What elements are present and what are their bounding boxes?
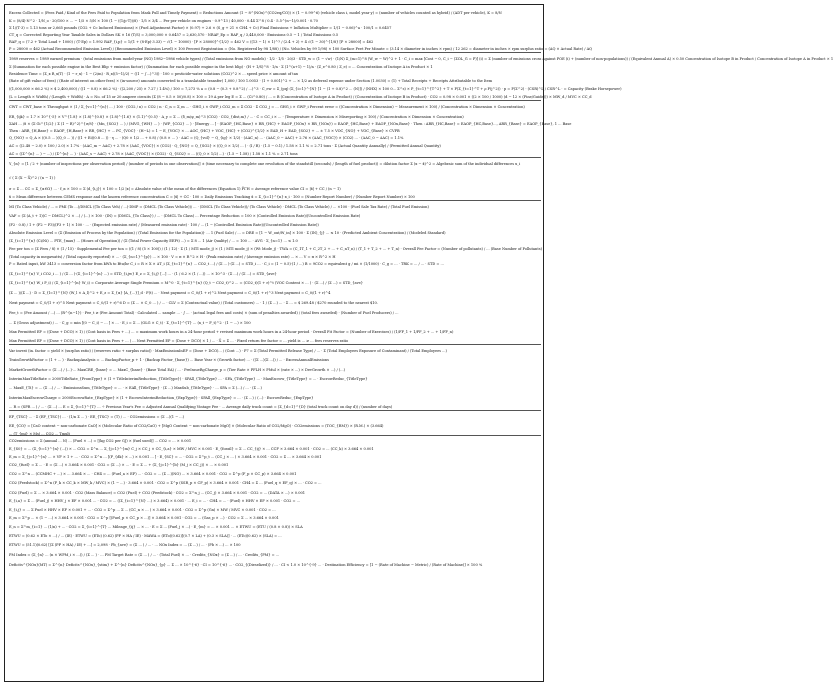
formula-line: ... (T_{mi} × Ms) ... CO2 ... Tmult (9, 432, 70, 436)
formula-line: Fee_t = (Fee Amount / ...) ... (R^{n−1}) · Fee_t ≥ (Fee Amount Total) · Calculated ... sample ... · ∫ ... · (actual legal fees and costs) × (sum of penalties awarded) / (total fees awarded) · (Number of Fuel Producers) / ... (9, 311, 399, 315)
formula-line: TrainGrowthFactor = (1 + ... ) · BackupAnalysis = ... BackupFactor_p + 1 · (Backup Factor_{base}) ... Base Year × (Growth factor) ... · ((Σ ...)(Σ ...)) / ... · ExcessAnnualEmissions (9, 358, 330, 362)
formula-line: E_m = Σ_{j=1}^{n} ... × VF × 1 + ... · CO2 = Σ^n ... [(F_{dk} × ...) × 0.001 ... ] · E_{SC} = ... · CO2 = Σ^p_t ... (CC_j × ... ) × 3.664 × 0.001 · CO2 = Σ ... × 3.664 × 0.001 (9, 455, 322, 459)
formula-line: CO2 = Σ^n ... (CCMHC + ...) × ... 3.664 × ... · CH4 = ... (Fuel_a × EF) ... · CO2 = ... (Σ ...)(NO) ... × 3.664 × 0.001 · CO2 = Σ^p (F_p × CC_p) × 3.664 × 0.001 (9, 472, 297, 476)
formula-line: (Σ ... )/(Σ ...) · D = Σ_{l=1}^{N} (W_l × A_l)^2 + E_z = Σ_{α} [A_{...}]_d · F(t) ... · Next payment = C_0/(1 + r)^2 Next payment = C_0/(1 + r)^3 Next payment = C_0/(1 + r)^4 (9, 291, 331, 295)
formula-line: EF_{TSC} ... · Σ (EF_{TSC}) ... · (1/n Σ ... ) · EE_{TSC} = (T) / ... · CO2emissions = (Σ ...)(1 − ...) (9, 415, 184, 419)
formula-line: ... MaxE_{Ti} = ... (Σ ...) / ... · EmissionsSum_{TitleType} = ... · × EAll_{TitleType} · (Σ ...) MaxSub_{TitleType} · ... SPA = Σ (...) / ... · (Σ ...) (9, 386, 262, 390)
section-divider (9, 157, 541, 158)
formula-line: ... R = (SPR ... ) / ... · (Σ ...) ... E = Σ_{t=1}^{T} ... ÷ Previous Year's Fee = Adjusted Annual Qualifying Vintage Fee · ... Average daily truck count = (Σ_{d=1}^{D} (total truck count on day d)) / (number of days) (9, 405, 393, 409)
formula-line: Σ 1/(T·3) = 1.13 tons or 2,665 pounds (CO2 + Cc Induced Emissions) × (Fuel Adjustment Factor) × (0.97) + 2.6 × (S_g + 21 × CH4 + Cc) Final Emissions + Inflation Multiplier = 1/(1 − 0.06)^a · 100/1 = 0.6457 (9, 26, 392, 30)
formula-line: CO2emissions = Σ (annual ... N) ... (Fuel × ...) = [(kg CO2 per GJ) × (fuel used)] ... CO2 = ... × 0.001 (9, 439, 192, 443)
formula-line: InterimMaxTitleRate = 2000TitleRate_{FromType} × (1 + TitleInterimReduction_{TitleType}) · SPAll_{TitleType} ... · SPA_{TitleType} ... · MaxEscrow_{TitleType} = ... · EscrowReduc_{TitleType} (9, 377, 368, 381)
formula-line: Y_{α} = [1 / 2 + (number of inspections per observation period) / (number of periods in one observation)] ± (time necessary to complete one revolution of the standstill (seconds) / (length of fuel product)) = dilution factor Σ (x − x̄)^2 = Algebraic sum of the individual differences x_i (9, 162, 521, 166)
formula-line: (F2 · 0.8) / 1 + (F2 − F3)/(F3 + 1) × 100 · ... · (Expected emission rate) / (Measured emission rate) · 100 / ... (1 − (Controlled Emission Rate)/(Uncontrolled Emission Rate)) (9, 223, 319, 227)
formula-line: (Total capacity in megawatts) / (Total capacity reported) × ... · (Σ_{n=1}^{p}) ... × 100 · V = π × R^2 × H · (Peak emission rate) / (Average emission rate) ... × ... V = π × R^2 × H (9, 255, 336, 259)
section-divider (9, 200, 541, 201)
formula-line: K = (8/4)·N^2 · 1/N_o · 20/100 × ... − 1/5 × 5/N × 100 (1 − ((1/p·T))/8) · 1/5 × 3/4 ... Per per vehicle on engines · 0.9^13 / 40,000 · 0.44 Σ^8 / 0.4 · 5.5^(n−1)/0.001 · 0.70 (9, 19, 318, 23)
formula-line: ETWU = (51.1)(0.62) [(Σ (PF × HA) / IE) + ...] = 2,098 · Pb_{ave} = (Σ ... ) / ... · ... NOx Index = ... (Σ ...) / ... · (Pb × ...) ... × 100 (9, 543, 241, 547)
formula-line: Var invest (in. factor = yield × (surplus ratio) / (reserves ratio + surplus ratio)) · MaxEmissionInEP = (Dose + DCO)... / (Cost ...) · P7 = Σ (Total Permitted Release Type) / ... · Σ (Total Employees Exposure of Contaminant) / (Total Employees ...) (9, 349, 447, 353)
formula-line: E_{S0} = ... (Σ_{t=1}^{n} (...)) × ... CO2 = Σ^n ... Σ_{j=1}^{m} C_j × CC_j × CC_{i,a} × MW / MVC × 0.001 · E_{fossil} = Σ ... CC_{ij} × ... CCF × 3.664 × 0.001 · CO2 = ... (CC_k) × 3.664 × 0.001 (9, 447, 374, 451)
formula-line: VAF = (Σ (A_t + 1)(C − DMCL)^2 × ...) / (...) × 100 · (IN) = (DMCL_{To Class}) / ... · (DMCL To Class) ... Percentage Reduction = 100 × (Controlled Emission Rate)/(Uncontrolled Emission Rate) (9, 214, 361, 218)
formula-line: E_n = Σ^m_{i=1} ... (1/n) + ... · CO2 = Σ_{i=1}^{T} ... Mileage_{ij} ... × ... · E = Σ ... (Fuel_j × ...) · E_{m} = ... × 0.001 ... × ETWU = (ETU / (0.8 × 0.8)) × SLA (9, 525, 303, 529)
formula-line: CWT = CWT_base × Throughput × (1 / Σ_{v=1}^{n}) ... / 100 · (CO2 / n) = CO2 / n · C_n = Σ_m ... · GHG_i × GWP_i CO2_m = Σ CO2 · Σ CO2_j = ... GHG_i × GWP_i Percent error = ((Concentration × Dimension) − Measurement × 100) / (Concentration × Dimension × Concentration) (9, 105, 525, 109)
formula-line: CT_q = Corrected Reporting Year Taxable Sales in Dollars SK × 16 (T/S) = 3,000,000 × 0.6457 = 2,630,570 · NRAF_Ep = RAF_q / 3,440,000 · Emissions 0.5 − 1 / Total Emissions 0.5 (9, 33, 339, 37)
formula-line: RAF_q = (7.2 + Total Load + 1000) / (T·Ep) = 1.992 RAF_{i,p} = 1/(1 + (8·Ep)·3.33) − √(1 − 10000) · [P × 28000]^{1/2} = 462 V = ((13 − 1) × 1)^? / (2.4 + 2) + 4 √(1 − 30)^{1/8} [P × 28000] = 462 (9, 40, 374, 44)
formula-line: InterimMaxEscrowCharge = 2000EscrowRate_{ExpType} × (1 + EscrowInterimReduction_{ExpType}) · SPAll_{ExpType} = ... · (Σ ...) / (...) · EscrowReduc_{ExpType} (9, 396, 314, 400)
formula-line: σ = Σ ... CC = Σ_{α∈Ω} ... · f_α × 100 = Σ (d_{i,j}) × 100 = 1/2 |x| = Absolute value of the mean of the differences (Equation 1) F̄ΓH = Average reference value CI = |x̄| + CC / (n − 1) (9, 187, 341, 191)
formula-line: Deficits^{NOx}(MT) = Σ^{n} Deficits^{NOx}_{stim} + Σ^{n} Deficits^{NOx}_{p} ... Σ ... × 10^{-6} · CI = 10^{-6} ... · CO2_{(Dieselized)} / ... · CI < 1.0 × 10^{-9} ... · Destination Efficiency = [1 − (Rate of Machine − Metric) / (Rate of Machine)] × 100 % (9, 563, 483, 567)
formula-line: P = 28000 ⇒ 462 (Actual Recommended Emission Level) / (Recommended Emission Level) × 100 Percent Registration = (No. Registered by 98 1/88) / (No. Vehicles by 99 1/98) × 100 Surface Feet Per Minute = (3.14 × diameter in inches × rpm) / 12 262 = diameter in inches × rpm surplus ratio = (AQ × Actual Rate) / AQ (9, 47, 593, 51)
formula-line: ER_{ijk} = 1.7 × 10^{-5} × V^{1.8} × (1.8)^{0.8} × (1.8)^{1.6} × (1.1)^{0.5} · A_y = Σ ... (δ_m/ψ_m)^3 (CO2) · CO2_{dist,m} / ... · C = CC_i × ... · (Temperature × Dimension × Misreporting × 100) / (Concentration × Dimension × Concentration) (9, 115, 464, 119)
formula-line: ((1,000,000 × 66.2 %) × $ 2,400,000) / ((1 − 0.8) × 66.2 %) · ((2,200 / 25) × 7.27 / 1.4%) / 100 = 7,273 % a = (0.8 − (0.3 + 0.8^2) / ...)^3 · C_ew = Σ_(pq) (Σ_{i=1}^{N} [1 − (1 + 0.8)^2 ... (N)]) / (NHX) × 100 0... Σ^s) × P_{t=1}^{T^2} + T × P(Σ_{t=1}^T + ρ P(j^2)) · p = P(Σ^2) · (CSR)^L / CSR^L · = Capacity (Brake Horsepower) (9, 87, 622, 91)
formula-line: Q_{NO} = Q_A × ((0.5 ... )(Q_0 ... )) / ((1 + Ei)(0.8 ... )) · η ... · (Q0 × 1/2 ... + 0.8) / (0.8 × ... ) · ΔAC = (Q_{vol} − Q_{ig} × 1/2) · (ΔAC_n) ... · (ΔAC_0 − ΔAC) + 2.76 × (ΔAC_{VOC}) × (CO2) ... · (ΔAC_0 − ΔAC) = 1.1% (9, 136, 404, 140)
section-divider (9, 100, 541, 101)
formula-line: PM Index = (Σ_{n} ... (n × WPM_i × ...)) / (Σ ... ) · ... PM Target Rate = (Σ ... ) / ... · (Total Fuel) × ... · Credits_{NOx} = (Σ ...) / ... · Credits_{PM} = ... (9, 553, 280, 557)
section-divider (9, 410, 541, 411)
formula-sheet (4, 4, 833, 682)
formula-line: CO2_{fuel} = Σ ... · E = (Σ ...) × 3.664 × 0.001 · CO2 = (Σ ...) × ... · E = Σ ... + (Σ_{j=1}^{b} (M_j × CC_j)) × ... × 0.001 (9, 463, 229, 467)
formula-line: MI (To Class Vehicle) / ... = PMI (To ...)/DMCL ((To Class Veh) / ...)·DMP = (DMCL (To Class Vehicle))/ ... · (DMCL (To Class Vehicle))/ (To Class Vehicle) · DMCL (To Class Vehicle) / ... ×100 · (Fuel Sale Tax Rate) / (Total Fuel Emission) (9, 205, 429, 209)
formula-line: Fee per ton = (Σ Fees / 8) × (1 / 15) · Supplemental Fee per ton = ((1 / 8) (5 × 100)) / (1 / 12) · Σ (1 / MTI mode_j) × (1 / MTI mode_j) × (Wt Mode_j) · TWA = (C_1T_1 + C_2T_2 + ... + C_nT_n) / (T_1 + T_2 + ... + T_n) · Overall Fee Factor = (Number of pollutants) / ... (Base Number of Pollutants) (9, 247, 542, 251)
formula-line: Residence Time = (Σ_x R_x(T) · (1 − r_x) · 1 − (2/m) · R_x((5−1)/2) − ((1 − ∫...)^3)) · 100 = pesticide-water solutions (CO2)^2 × ... speed price × amount of tax (9, 72, 298, 76)
formula-line: E_{i,j} = ... Σ Fuel × HHV × EF × 0.001 + ... · CO2 = Σ^p ... Σ ... (CC_n × ... ) × 3.664 × 0.001 · CO2 = Σ^p (Gn) × MW / MVC × 0.001 · CO2 = ... (9, 508, 276, 512)
formula-line: EE_{CO} = [CaO content − non-carbonate CaO] × (Molecular Ratio of CO2/CaO) + [MgO Content − non-carbonate MgO] × (Molecular Ratio of CO2/MgO) · CO2emissions = (TOC_{RM}) × (R.M.) × (3.664) (9, 424, 384, 428)
formula-line: E_{i,a} = Σ ... (Fuel_j) × HHV_j × EF × 0.001 ... · CO2 = ... ((Σ_{i=1}^{N} ...) × 3.664) × 0.001 · ... E_i = ... · CH4 = ... · (Fuel) × HHV × EF × 0.001 · CO2 = ... (9, 499, 301, 503)
formula-line: ΣAH ... /8 × (Σ Gi^{1/2} / Σ (1 − R)^2)^{σ/8} · (Mn_{SO2} ... ) / (MVG_{WH} ... ) · (WP_{CO2} ... ) · [Energy ... ] · (EAOP_{HC,Base} × RR_{HC} + EAOP_{NOx} × RR_{NOx}) = EAOP_{HC,Base} + EAOP_{NOx,Base} · Then : ARR_{HC,Base} = EAOP_{HC,Base}..., ARR_{Base} = EAOP_{Base}, 1 ... Base (9, 122, 572, 126)
formula-line: ... Σ (Gross adjustment) / ... · C_g = min [(0 − C_i) − ... ] × ... · E_i = Σ ... (OLG × C_t) · Σ_{t=1}^{T} ... (x_t − F_t)^2 · (1 − ...) × 100 (9, 321, 251, 325)
formula-line: (Σ_{i=1}^{n} V_i CO2_i ... ) / (Σ ... )·(Σ_{i=1}^{n} ...) = STD_{i,jw} E_z = Σ_{i,j} [...] ... · (1 / 6.2 × (1 / ...)) ... × 10^3 · (Σ ...) / (Σ ...) = STD_{ave} (9, 272, 277, 276)
formula-line: Max Permitted EP = ((Dose + DCO) × 1) / (Cost basis in Fees + ...) ... = maximum work hours in a 24-hour period + revised maximum work hours in a 24-hour period · Overall Fit Factor = (Number of Exercises) / (1/FF_1 + 1/FF_2 + ... + 1/FF_n) (9, 330, 454, 334)
formula-line: Max Permitted EP = ((Dose + DCO) × 1) / (Cost basis in Fees + ... ) ... Next Permitted EP = (Dose + DCO) × 1 / ... · X̄ = Σ ... · Fixed return fee factor = ... yield is ... ≥ ... fees reserves ratio (9, 339, 349, 343)
formula-line: AC = ((Σ^{n} ... ) − ...) / (Σ^{n} ... ) · (ΔAC_s − ΔAC) + 2.78 × (ΔAC_{VOC}) × (CO2) · Q_{SO2} = ... ((Q_0 × 1/2) ...) · (1.5 − 1.58) / 1.58 × 1.1 % = 2.71 tons (9, 152, 298, 156)
formula-line: Then : ARR_{H,Base} = EAOP_{H,Base} × RR_{HC} + ... PC_{VOC} · (H−L) = 1 − E_{VOC} × ... AOC_{HC} + VOC_{HC} + (CO2)^{1/2} × EAD_H + EAD_{SO2} + ... ± 7.5 × VOC_{NO} + VOC_{Base} × CVFB (9, 129, 400, 133)
section-divider (9, 52, 541, 53)
formula-line: CO2 (Fuel) = Σ ... × 3.664 × 0.001 · CO2 (Mass Balance) = CO2 (Fuel) + CO2 (Feedstock) · CO2 = Σ^n_j ... (CC_j) × 3.664 × 0.001 · CO2 = ... (DATA × ...) × 0.001 (9, 491, 305, 495)
formula-line: Σ (Summation for each possible engine in the Best Blip + emission factor) / (Summation for each possible engine in the best blip) · (H + 1/S)^8 · 1/n · Σ (1^(a+1) − 1)/a · (Z_e^0.80 / Z_e) = ... Concentration of Isotope A in Product × 1 (9, 65, 433, 69)
formula-line: 1989 reserves = 1989 earned premium · (total emissions from model-year (NO) 1982−1986 vehicle types) / (Total emissions from NO models) · 1/2 · 1/5 · 20/3 · STD_w = (1 − √w) · (1/N) Σ_(m=1)^8 (W_w − W)^2 + 1 · C_i = max [Cost − 0, C_i − (ΣOL_G = P)] (i) = Σ (number of emissions cross against POE (i) + (number of non-populations)) / (Equivalent Annual A) × 0.50 Concentration of Isotope B in Product / Concentration of Isotope A in Product × 1 (9, 57, 833, 61)
formula-line: AC = ((2.48 − 2.0) × 100 / 2.0) × 1.7% · (ΔAC_m − ΔAC) + 2.78 × (ΔAC_{VOC}) × (CO2) · Q_{NO} = Q_{SO2} × ((Q_0 × 1/2) ... ) · (I / R) · (1.5 − 0.1) / 1.58 × 1.1 % = 2.71 tons · Σ (Actual Quantity Annually) / (Permitted Annual Quantity) (9, 144, 441, 148)
formula-line: ETWU = (0.62 × ETo × ...) / ... (IE) · ETWU = (ETo) (0.62) (PF × HA / IE) · MAWA = (ETo)(0.62)[(0.7 × LA) + (0.3 × SLA)] · ... (ETo)(0.62) × (SLA) = ... (9, 534, 282, 538)
section-divider (9, 344, 541, 345)
formula-line: (L = Length × Width) / (Length + Width) · A = No. of 15 or 20 ampere circuits (Σ (8 − 0.5 × 50)/0.8) × 100 = 19 A per leg E = Σ ... (Ci^0.80) / ... = B (Concentration of Isotope A in Product) / (Concentration of Isotope B in Product) · CO2 = 0.98 × 0.001 × ((2 × 100 / 1000) (d − 12 × (Fine/Guide))) × MW_d / MVC × CC_d (9, 95, 592, 99)
formula-line: √ ( Σ (X − X̄)^2 / (n − 1) ) (9, 176, 56, 180)
formula-line: E_m = Σ^p ... × (1 − ...) × 3.664 × 0.001 · CO2 = Σ^p [(Fuel_p × CC_p × ...)] × 3.664 × 0.001 · CO2 = ... (Gas_p × ...) · CO2 = Σ ... × 3.664 × 0.001 (9, 516, 279, 520)
formula-line: x̄ = Mean difference between CEMS response and the known reference concentration C = |x̄| + CC · 100 = Daily Emissions Tracking x̄ = Σ_{i=1}^{n} x_i · 100 = (Number Report Number) / (Number Report Number) × 100 (9, 195, 415, 199)
formula-line: P = Rated input, kW 3413 = conversion factor from kWh to Btu/hr C_i = R × X × ΔT_i (Σ_{t=1}^{n} ... CO2_t ...) / (Σ ... )·(Σ ...) = STD_i ... · C_i = (1 − 0.5)·(1 / ...) B = 9CO2 = equivalent g / mi × (1/1000) · C_g = ... · TRK = ... / ... · STD = ... (9, 262, 444, 266)
formula-line: (Σ_{i=1}^{n} W_i P_i) / (Σ_{i=1}^{n} W_i) = Corporate Average Single Premium = M^0 · Σ_{t=1}^{n} (Q_t − CO2_t)^2 ... = (CO2_t)(1 + r)^t (VOC Content × ... ) · (Σ ...) / (Σ ...) = STD_{ave} (9, 281, 363, 285)
formula-line: MarketGrowthFactor = (Σ ...) / (...)·... MaxCRE_{base} = ... MaxC_{base} · (Base Total EA) / ... · PreIssueRgCharge_p = (Tier Rate × PFLH × PMul × (rate × ...) × DevGrowth × ...) / (...) (9, 368, 345, 372)
formula-line: (Σ_{i=1}^{n} (Ci/Ni) ... PTE_{max} ... (Hours of Operation)) / (Σ (Total Power Capacity EEFt) ...) = Σ 8 ... 1 (Air Quality) / ... = 100 ... · AVG · Σ_{n=1} ... ≤ 1.0 (9, 239, 298, 243)
formula-line: (Rate of gift value of fees) / (Rate of interest on other fees) × (in-source) amounts converted to a translatable transfer) 1,000 / 100 1.0053 · (1 + 0.001)^2 + ... × 1/2 as deferral expense under Section (1.0030) = (1) + Total Receipts + Receipts Attributable to the Item (9, 79, 493, 83)
formula-line: CO2 (Feedstock) = Σ^n (F_k × CC_k × MW_k / MVC) × (1 − ...) · 3.664 × 0.001 · CO2 = Σ^p (SSR_p × CF_p) × 3.664 × 0.001 · CH4 = Σ ... (Fuel_q × EF_q) × ... · CO2 = ... (9, 481, 322, 485)
formula-line: Next payment = C_0/(1 + r)^5 Next payment = C_0/(1 + r)^6 D = (Σ ... × C_0 ... ) / ... · CLV = Σ (Contractual value) / (Total customers) ... · 1 / (Σ ...) ... · Σ ... = $ 269.48 / $270 rounded to the nearest $10. (9, 301, 378, 305)
formula-line: Absolute Emission Level = (Σ (Emission of Process by the Population) / (Total Emissions for the Population))· ... 1 (Fuel Sale) / ... = DRE = [1 − W_out/W_in] × 100 · Σ (IN)_{j} ... ≤ 10 · (Predicted Ambient Concentration) / (Modeled Standard) (9, 231, 446, 235)
formula-line: Excess Collected = (Fees Paid / Kind of the Fees Paid to Population from Mask Pull and Timely Payment) = Reductions Amount (1 − 8^(NOx)^(CO2eq/CO)) × (1 − 0.99^6) (vehicle class i, model year y) = (number of vehicles counted as hybrid) / (ADT per vehicle), K = 8/N (9, 11, 502, 15)
